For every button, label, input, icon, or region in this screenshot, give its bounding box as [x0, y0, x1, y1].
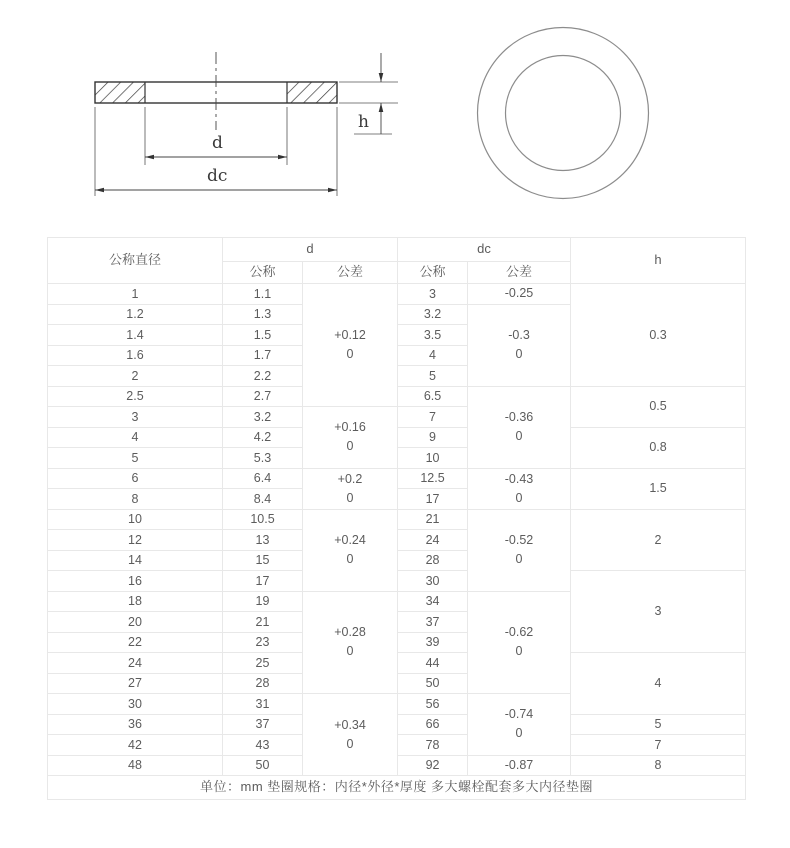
dc-nominal-cell: 7 [398, 407, 468, 428]
d-nominal-cell: 1.3 [223, 304, 303, 325]
nominal-diameter-cell: 2 [48, 366, 223, 387]
nominal-diameter-cell: 27 [48, 673, 223, 694]
d-nominal-cell: 13 [223, 530, 303, 551]
d-arrow-left [145, 155, 154, 160]
nominal-diameter-cell: 3 [48, 407, 223, 428]
h-cell: 8 [571, 755, 746, 776]
dc-tolerance-cell: -0.43 0 [468, 468, 571, 509]
dc-tolerance-cell: -0.36 0 [468, 386, 571, 468]
nominal-diameter-cell: 42 [48, 735, 223, 756]
dc-nominal-cell: 78 [398, 735, 468, 756]
nominal-diameter-cell: 36 [48, 714, 223, 735]
d-nominal-cell: 6.4 [223, 468, 303, 489]
dc-nominal-cell: 3.5 [398, 325, 468, 346]
dc-nominal-cell: 66 [398, 714, 468, 735]
nominal-diameter-cell: 1 [48, 284, 223, 305]
dc-nominal-cell: 9 [398, 427, 468, 448]
dc-arrow-right [328, 188, 337, 193]
dc-arrow-left [95, 188, 104, 193]
d-nominal-cell: 31 [223, 694, 303, 715]
nominal-diameter-cell: 5 [48, 448, 223, 469]
nominal-diameter-cell: 16 [48, 571, 223, 592]
nominal-diameter-cell: 1.4 [48, 325, 223, 346]
d-tolerance-cell: +0.12 0 [303, 284, 398, 407]
d-nominal-cell: 25 [223, 653, 303, 674]
dc-tolerance-cell: -0.87 [468, 755, 571, 776]
d-nominal-cell: 2.2 [223, 366, 303, 387]
h-arrow-down [379, 73, 384, 82]
d-nominal-cell: 23 [223, 632, 303, 653]
d-nominal-cell: 19 [223, 591, 303, 612]
h-cell: 0.3 [571, 284, 746, 387]
dc-nominal-cell: 24 [398, 530, 468, 551]
nominal-diameter-cell: 4 [48, 427, 223, 448]
d-nominal-cell: 3.2 [223, 407, 303, 428]
spec-row [48, 509, 746, 530]
nominal-diameter-cell: 18 [48, 591, 223, 612]
dc-nominal-cell: 6.5 [398, 386, 468, 407]
dc-nominal-cell: 39 [398, 632, 468, 653]
nominal-diameter-cell: 30 [48, 694, 223, 715]
spec-table-footer [48, 776, 746, 800]
nominal-diameter-cell: 6 [48, 468, 223, 489]
dc-nominal-cell: 12.5 [398, 468, 468, 489]
nominal-diameter-cell: 8 [48, 489, 223, 510]
dc-nominal-cell: 37 [398, 612, 468, 633]
spec-table-header [48, 238, 746, 284]
dimension-label-h: h [358, 112, 369, 132]
spec-row [48, 468, 746, 489]
nominal-diameter-cell: 14 [48, 550, 223, 571]
nominal-diameter-cell: 48 [48, 755, 223, 776]
d-nominal-cell: 1.1 [223, 284, 303, 305]
h-cell: 0.8 [571, 427, 746, 468]
h-cell: 3 [571, 571, 746, 653]
spec-table-body [48, 284, 746, 776]
header-dc: dc [398, 238, 571, 262]
d-nominal-cell: 4.2 [223, 427, 303, 448]
hatch-right [287, 82, 337, 103]
subheader-d-nominal: 公称 [223, 262, 303, 284]
dc-tolerance-cell: -0.25 [468, 284, 571, 305]
header-nominal-diameter: 公称直径 [48, 238, 223, 284]
hatch-left [95, 82, 145, 103]
dc-tolerance-cell: -0.3 0 [468, 304, 571, 386]
nominal-diameter-cell: 20 [48, 612, 223, 633]
h-cell: 7 [571, 735, 746, 756]
dc-nominal-cell: 30 [398, 571, 468, 592]
d-arrow-right [278, 155, 287, 160]
d-nominal-cell: 1.5 [223, 325, 303, 346]
nominal-diameter-cell: 1.2 [48, 304, 223, 325]
dc-nominal-cell: 21 [398, 509, 468, 530]
subheader-d-tolerance: 公差 [303, 262, 398, 284]
subheader-dc-tolerance: 公差 [468, 262, 571, 284]
h-arrow-up [379, 103, 384, 112]
washer-spec-table [47, 237, 746, 800]
dc-nominal-cell: 17 [398, 489, 468, 510]
nominal-diameter-cell: 24 [48, 653, 223, 674]
h-cell: 5 [571, 714, 746, 735]
d-nominal-cell: 8.4 [223, 489, 303, 510]
d-nominal-cell: 2.7 [223, 386, 303, 407]
inner-circle [506, 56, 621, 171]
dc-tolerance-cell: -0.74 0 [468, 694, 571, 756]
h-cell: 0.5 [571, 386, 746, 427]
nominal-diameter-cell: 22 [48, 632, 223, 653]
h-cell: 1.5 [571, 468, 746, 509]
dc-nominal-cell: 28 [398, 550, 468, 571]
h-cell: 4 [571, 653, 746, 715]
d-tolerance-cell: +0.28 0 [303, 591, 398, 694]
d-tolerance-cell: +0.16 0 [303, 407, 398, 469]
d-nominal-cell: 5.3 [223, 448, 303, 469]
dc-nominal-cell: 10 [398, 448, 468, 469]
header-h: h [571, 238, 746, 284]
nominal-diameter-cell: 1.6 [48, 345, 223, 366]
d-nominal-cell: 28 [223, 673, 303, 694]
dimension-label-dc: dc [207, 166, 228, 186]
d-nominal-cell: 10.5 [223, 509, 303, 530]
dc-tolerance-cell: -0.62 0 [468, 591, 571, 694]
d-nominal-cell: 50 [223, 755, 303, 776]
d-nominal-cell: 1.7 [223, 345, 303, 366]
d-nominal-cell: 15 [223, 550, 303, 571]
d-tolerance-cell: +0.2 0 [303, 468, 398, 509]
dc-nominal-cell: 56 [398, 694, 468, 715]
dc-nominal-cell: 3 [398, 284, 468, 305]
nominal-diameter-cell: 2.5 [48, 386, 223, 407]
nominal-diameter-cell: 12 [48, 530, 223, 551]
dc-nominal-cell: 50 [398, 673, 468, 694]
washer-front-view [460, 10, 710, 220]
d-nominal-cell: 37 [223, 714, 303, 735]
table-footnote: 单位：mm 垫圈规格：内径*外径*厚度 多大螺栓配套多大内径垫圈 [48, 776, 746, 800]
subheader-dc-nominal: 公称 [398, 262, 468, 284]
spec-row [48, 284, 746, 305]
d-nominal-cell: 21 [223, 612, 303, 633]
outer-circle [478, 28, 649, 199]
d-nominal-cell: 43 [223, 735, 303, 756]
dc-nominal-cell: 4 [398, 345, 468, 366]
washer-section-drawing [60, 15, 420, 215]
nominal-diameter-cell: 10 [48, 509, 223, 530]
d-tolerance-cell: +0.34 0 [303, 694, 398, 776]
dc-nominal-cell: 92 [398, 755, 468, 776]
d-tolerance-cell: +0.24 0 [303, 509, 398, 591]
dc-nominal-cell: 44 [398, 653, 468, 674]
h-cell: 2 [571, 509, 746, 571]
d-nominal-cell: 17 [223, 571, 303, 592]
dc-nominal-cell: 3.2 [398, 304, 468, 325]
dc-tolerance-cell: -0.52 0 [468, 509, 571, 591]
dc-nominal-cell: 34 [398, 591, 468, 612]
header-d: d [223, 238, 398, 262]
dc-nominal-cell: 5 [398, 366, 468, 387]
dimension-label-d: d [212, 133, 223, 153]
